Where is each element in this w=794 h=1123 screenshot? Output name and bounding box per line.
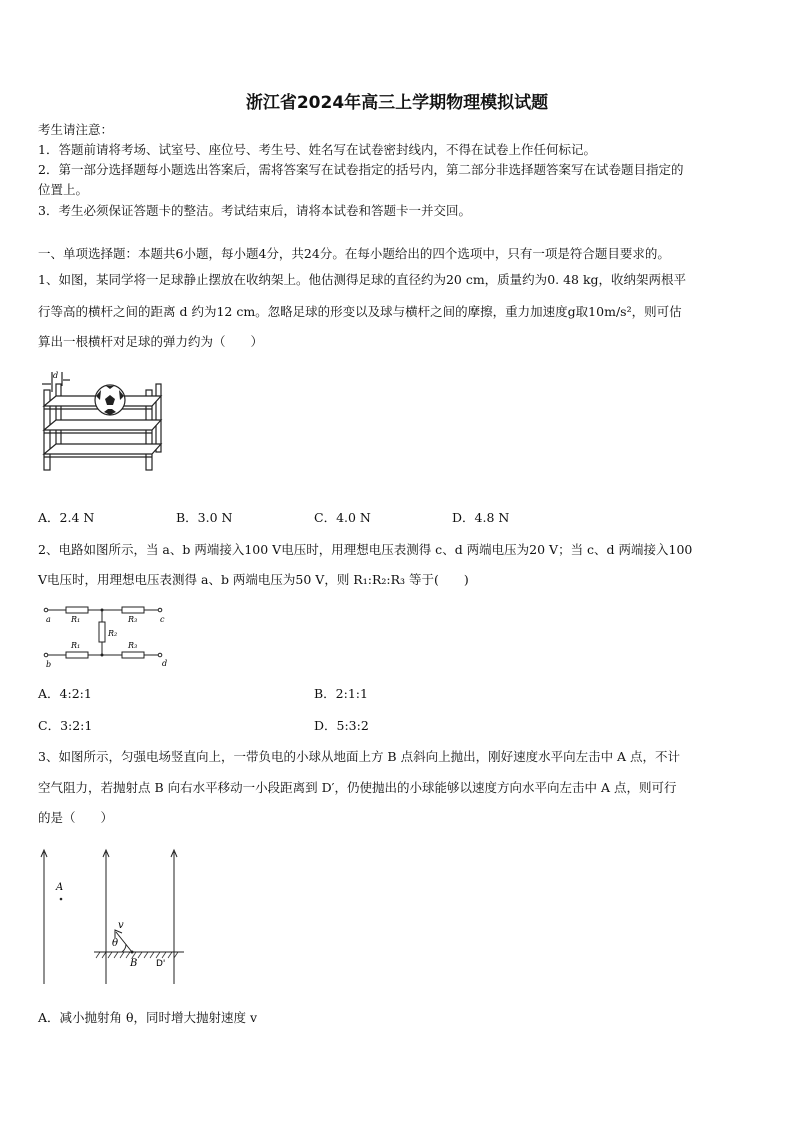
q1-text: 行等高的横杆之间的距离 d 约为12 cm。忽略足球的形变以及球与横杆之间的摩擦，重力加速度g取10m/s²，则可估 [38, 304, 682, 319]
q2-option-c: C．3:2:1 [38, 718, 93, 733]
terminal-d-label: d [162, 659, 168, 668]
section-heading: 一、单项选择题：本题共6小题，每小题4分，共24分。在每小题给出的四个选项中，只有一项是符合题目要求的。 [38, 246, 670, 261]
q2-option-b: B．2:1:1 [314, 686, 368, 701]
q3-option-a: A．减小抛射角 θ，同时增大抛射速度 v [38, 1010, 258, 1025]
q3-text: 3、如图所示，匀强电场竖直向上，一带负电的小球从地面上方 B 点斜向上抛出，刚好速度水平向左击中 A 点，不计 [38, 749, 681, 764]
q1-option-a: A．2.4 N [38, 510, 95, 525]
r3-bottom-label: R₃ [128, 641, 138, 650]
notice-item: 位置上。 [38, 182, 89, 197]
q1-shelf-figure [38, 366, 168, 476]
point-b-label: B [130, 958, 138, 969]
q2-text: V电压时，用理想电压表测得 a、b 两端电压为50 V，则 R₁:R₂:R₃ 等于( ) [38, 572, 469, 587]
q3-text: 的是（ ） [38, 810, 114, 825]
terminal-b-label: b [46, 660, 52, 669]
point-a-label: A [56, 882, 64, 893]
angle-label: θ [112, 938, 119, 949]
q2-option-a: A．4:2:1 [38, 686, 92, 701]
velocity-label: v [118, 920, 124, 931]
q3-field-figure [36, 848, 196, 988]
point-d-label: D' [156, 959, 166, 969]
terminal-c-label: c [160, 615, 165, 624]
notice-item: 2．第一部分选择题每小题选出答案后，需将答案写在试卷指定的括号内，第二部分非选择题答案写在试卷题目指定的 [38, 162, 684, 177]
q1-text: 1、如图，某同学将一足球静止摆放在收纳架上。他估测得足球的直径约为20 cm，质量约为0. 48 kg，收纳架两根平 [38, 272, 687, 287]
notice-item: 1．答题前请将考场、试室号、座位号、考生号、姓名写在试卷密封线内，不得在试卷上作任何标记。 [38, 142, 596, 157]
q2-option-d: D．5:3:2 [314, 718, 369, 733]
r1-top-label: R₁ [71, 615, 81, 624]
terminal-a-label: a [46, 615, 51, 624]
r1-bottom-label: R₁ [71, 641, 81, 650]
q1-text: 算出一根横杆对足球的弹力约为（ ） [38, 334, 264, 349]
point-a-marker [60, 898, 63, 901]
r3-top-label: R₃ [128, 615, 138, 624]
q1-option-c: C．4.0 N [314, 510, 371, 525]
q2-circuit-figure [38, 600, 178, 670]
notice-heading: 考生请注意： [38, 122, 114, 137]
point-b-marker [131, 951, 134, 954]
q2-text: 2、电路如图所示，当 a、b 两端接入100 V电压时，用理想电压表测得 c、d 两端电压为20 V；当 c、d 两端接入100 [38, 542, 693, 557]
q1-d-label: d [53, 371, 59, 380]
r2-label: R₂ [108, 629, 118, 638]
notice-item: 3．考生必须保证答题卡的整洁。考试结束后，请将本试卷和答题卡一并交回。 [38, 203, 471, 218]
page-title: 浙江省2024年高三上学期物理模拟试题 [245, 93, 549, 113]
q1-option-d: D．4.8 N [452, 510, 510, 525]
q1-option-b: B．3.0 N [176, 510, 233, 525]
q3-text: 空气阻力，若抛射点 B 向右水平移动一小段距离到 D′，仍使抛出的小球能够以速度方向水平向左击中 A 点，则可行 [38, 780, 677, 795]
